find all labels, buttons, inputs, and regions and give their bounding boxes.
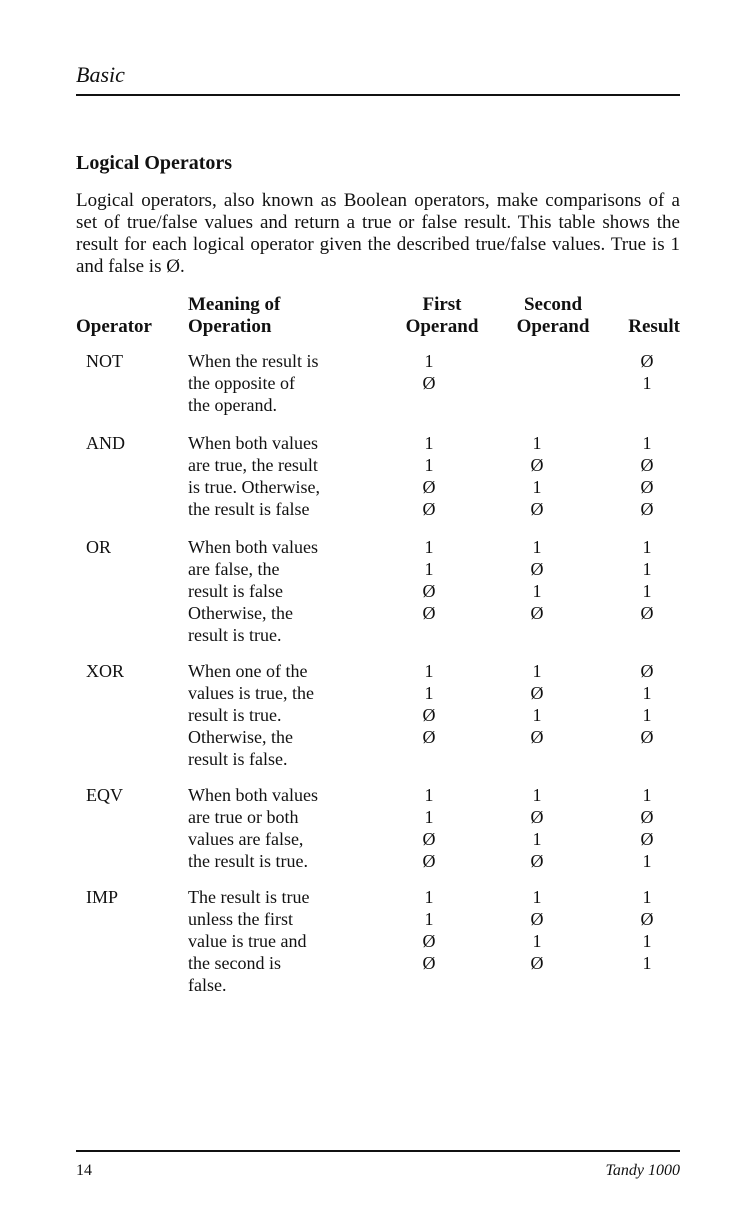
- first-operand-values: [422, 432, 436, 520]
- operator-name: EQV: [86, 785, 123, 805]
- running-header: Basic: [76, 62, 125, 87]
- truth-value: Ø: [640, 477, 654, 497]
- meaning-line: the opposite of: [188, 373, 295, 393]
- section-title: Logical Operators: [76, 152, 233, 174]
- truth-value: Ø: [640, 909, 654, 929]
- meaning-line: are true, the result: [188, 455, 318, 475]
- meaning-line: false.: [188, 975, 227, 995]
- truth-value: Ø: [640, 807, 654, 827]
- truth-value: Ø: [530, 851, 544, 871]
- truth-value: 1: [532, 931, 542, 951]
- truth-value: 1: [532, 477, 542, 497]
- truth-value: 1: [424, 887, 434, 907]
- header-divider: [76, 94, 680, 96]
- truth-value: 1: [532, 433, 542, 453]
- header-operator: Operator: [76, 316, 152, 337]
- truth-value: 1: [642, 931, 652, 951]
- meaning-line: The result is true: [188, 887, 310, 907]
- second-operand-values: [530, 886, 544, 974]
- truth-value: Ø: [530, 953, 544, 973]
- operator-meaning: [188, 350, 408, 416]
- truth-value: 1: [642, 683, 652, 703]
- meaning-line: the result is false: [188, 499, 310, 519]
- truth-value: 1: [642, 581, 652, 601]
- truth-value: Ø: [530, 455, 544, 475]
- truth-value: Ø: [640, 499, 654, 519]
- truth-value: Ø: [640, 603, 654, 623]
- meaning-line: result is true.: [188, 625, 282, 645]
- truth-value: Ø: [422, 603, 436, 623]
- header-meaning-text: Meaning of Operation: [188, 294, 281, 337]
- truth-value: Ø: [422, 953, 436, 973]
- operator-meaning: [188, 536, 408, 646]
- truth-value: Ø: [422, 477, 436, 497]
- operator-meaning: [188, 886, 408, 996]
- footer-brand: Tandy 1000: [605, 1162, 680, 1179]
- operator-name: AND: [86, 433, 125, 453]
- truth-value: 1: [532, 661, 542, 681]
- header-first-operand: [402, 294, 482, 338]
- meaning-line: unless the first: [188, 909, 293, 929]
- truth-value: Ø: [640, 351, 654, 371]
- truth-value: 1: [642, 851, 652, 871]
- second-operand-values: [530, 432, 544, 520]
- truth-value: Ø: [640, 455, 654, 475]
- meaning-line: value is true and: [188, 931, 307, 951]
- truth-value: 1: [424, 661, 434, 681]
- meaning-line: Otherwise, the: [188, 603, 293, 623]
- operator-meaning: [188, 660, 408, 770]
- result-values: [640, 886, 654, 974]
- meaning-line: is true. Otherwise,: [188, 477, 320, 497]
- truth-value: Ø: [422, 829, 436, 849]
- meaning-line: are false, the: [188, 559, 280, 579]
- truth-value: 1: [424, 909, 434, 929]
- meaning-line: Otherwise, the: [188, 727, 293, 747]
- truth-value: 1: [424, 455, 434, 475]
- truth-value: Ø: [422, 581, 436, 601]
- first-operand-values: [422, 784, 436, 872]
- truth-value: Ø: [530, 603, 544, 623]
- truth-value: Ø: [422, 851, 436, 871]
- truth-value: 1: [532, 705, 542, 725]
- second-operand-values: [530, 660, 544, 748]
- truth-value: 1: [642, 705, 652, 725]
- truth-value: Ø: [530, 683, 544, 703]
- header-result: Result: [628, 316, 680, 337]
- meaning-line: the second is: [188, 953, 281, 973]
- meaning-line: values is true, the: [188, 683, 314, 703]
- second-operand-values: [530, 784, 544, 872]
- truth-value: Ø: [640, 829, 654, 849]
- result-values: [640, 536, 654, 624]
- first-operand-values: [422, 536, 436, 624]
- truth-value: Ø: [530, 909, 544, 929]
- truth-value: 1: [532, 785, 542, 805]
- truth-value: 1: [532, 581, 542, 601]
- operator-name: IMP: [86, 887, 119, 907]
- meaning-line: the result is true.: [188, 851, 308, 871]
- result-values: [640, 350, 654, 394]
- truth-value: Ø: [422, 931, 436, 951]
- meaning-line: When both values: [188, 785, 318, 805]
- truth-value: 1: [424, 807, 434, 827]
- header-first-text: First Operand: [405, 294, 479, 337]
- result-values: [640, 432, 654, 520]
- truth-value: 1: [424, 537, 434, 557]
- meaning-line: result is false.: [188, 749, 288, 769]
- operator-name: NOT: [86, 351, 123, 371]
- meaning-line: When both values: [188, 537, 318, 557]
- truth-value: 1: [532, 537, 542, 557]
- truth-value: Ø: [422, 727, 436, 747]
- header-second-text: Second Operand: [516, 294, 590, 337]
- footer-divider: [76, 1150, 680, 1152]
- operator-meaning: [188, 432, 408, 520]
- truth-value: 1: [642, 559, 652, 579]
- truth-value: Ø: [640, 661, 654, 681]
- truth-value: Ø: [422, 499, 436, 519]
- meaning-line: values are false,: [188, 829, 304, 849]
- truth-value: 1: [642, 887, 652, 907]
- truth-value: 1: [424, 351, 434, 371]
- truth-value: Ø: [422, 373, 436, 393]
- operator-name: OR: [86, 537, 112, 557]
- meaning-line: are true or both: [188, 807, 299, 827]
- truth-value: 1: [424, 559, 434, 579]
- truth-value: 1: [642, 537, 652, 557]
- truth-value: 1: [424, 785, 434, 805]
- truth-value: Ø: [530, 807, 544, 827]
- header-meaning: [188, 294, 280, 338]
- result-values: [640, 784, 654, 872]
- truth-value: Ø: [640, 727, 654, 747]
- page-number: 14: [76, 1162, 92, 1179]
- header-second-operand: [508, 294, 598, 338]
- meaning-line: the operand.: [188, 395, 277, 415]
- first-operand-values: [422, 886, 436, 974]
- first-operand-values: [422, 350, 436, 394]
- first-operand-values: [422, 660, 436, 748]
- truth-value: 1: [642, 953, 652, 973]
- truth-value: 1: [532, 887, 542, 907]
- meaning-line: result is true.: [188, 705, 282, 725]
- truth-value: 1: [424, 433, 434, 453]
- meaning-line: result is false: [188, 581, 283, 601]
- truth-value: Ø: [530, 499, 544, 519]
- intro-paragraph: Logical operators, also known as Boolean operators, make comparisons of a set of true/false values and return a true or false result. This table shows the result for each logical operator given the described true/false values. True is 1 and false is Ø.: [76, 190, 680, 277]
- operator-meaning: [188, 784, 408, 872]
- meaning-line: When the result is: [188, 351, 319, 371]
- result-values: [640, 660, 654, 748]
- truth-value: 1: [532, 829, 542, 849]
- truth-value: Ø: [530, 727, 544, 747]
- meaning-line: When one of the: [188, 661, 308, 681]
- second-operand-values: [530, 536, 544, 624]
- truth-value: 1: [642, 373, 652, 393]
- truth-value: 1: [424, 683, 434, 703]
- truth-value: 1: [642, 785, 652, 805]
- truth-value: 1: [642, 433, 652, 453]
- operator-name: XOR: [86, 661, 125, 681]
- meaning-line: When both values: [188, 433, 318, 453]
- truth-value: Ø: [422, 705, 436, 725]
- truth-value: Ø: [530, 559, 544, 579]
